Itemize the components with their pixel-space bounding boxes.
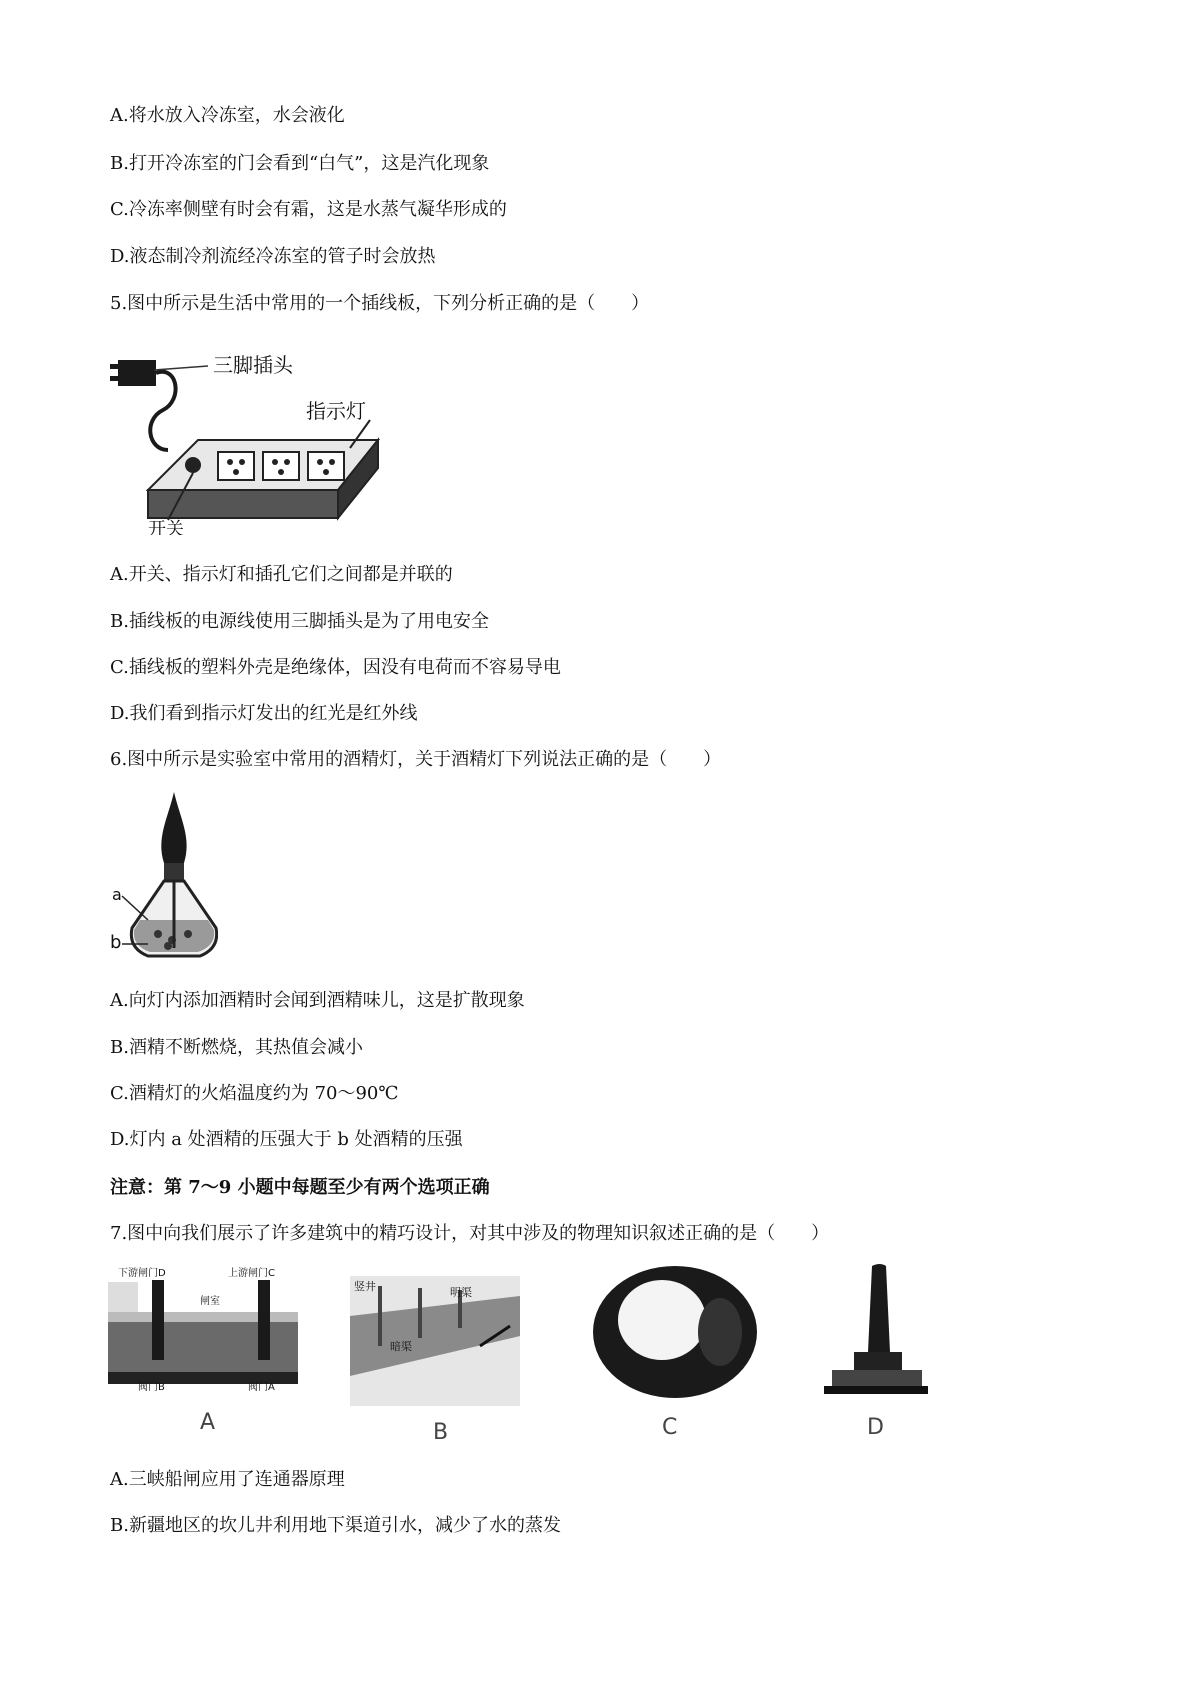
ship-lock-figure (108, 1262, 298, 1392)
q5-option-a: A.开关、指示灯和插孔它们之间都是并联的 (110, 564, 453, 585)
chamber-label: 闸室 (200, 1296, 220, 1307)
flame (161, 792, 186, 863)
q6-option-c: C.酒精灯的火焰温度约为 70～90℃ (110, 1083, 399, 1104)
q4-option-c: C.冷冻率侧壁有时会有霜，这是水蒸气凝华形成的 (110, 199, 507, 220)
tower-shaft (868, 1264, 890, 1352)
dome-highlight (618, 1280, 706, 1360)
karez-figure (350, 1276, 520, 1406)
q5-option-d: D.我们看到指示灯发出的红光是红外线 (110, 703, 418, 724)
tower-figure (820, 1262, 930, 1397)
canal-label: 明渠 (450, 1286, 472, 1299)
figure-caption-a: A (200, 1410, 216, 1435)
wick-holder (164, 863, 184, 881)
alcohol-lamp-figure (108, 788, 218, 968)
q5-stem: 5.图中所示是生活中常用的一个插线板，下列分析正确的是（ ） (110, 293, 650, 314)
q6-option-a: A.向灯内添加酒精时会闻到酒精味儿，这是扩散现象 (110, 990, 525, 1011)
channel-label: 暗渠 (390, 1340, 412, 1353)
switch-button (185, 457, 201, 473)
socket-2 (263, 452, 299, 480)
label-b: b (110, 932, 122, 953)
indicator-label: 指示灯 (306, 399, 366, 423)
figure-caption-c: C (662, 1415, 678, 1440)
plug-label: 三脚插头 (213, 353, 293, 377)
socket-1 (218, 452, 254, 480)
shaft-label: 竖井 (354, 1280, 376, 1293)
switch-label: 开关 (148, 519, 184, 535)
power-strip-figure (108, 340, 388, 535)
note-heading: 注意：第 7～9 小题中每题至少有两个选项正确 (110, 1177, 490, 1198)
q7-stem: 7.图中向我们展示了许多建筑中的精巧设计，对其中涉及的物理知识叙述正确的是（ ） (110, 1223, 830, 1244)
socket-3 (308, 452, 344, 480)
q5-option-c: C.插线板的塑料外壳是绝缘体，因没有电荷而不容易导电 (110, 657, 561, 678)
dome-figure (590, 1262, 760, 1402)
q4-option-b: B.打开冷冻室的门会看到“白气”，这是汽化现象 (110, 153, 490, 174)
q5-option-b: B.插线板的电源线使用三脚插头是为了用电安全 (110, 611, 489, 632)
gate-c (258, 1280, 270, 1360)
label-a: a (112, 885, 122, 904)
figure-caption-b: B (433, 1420, 449, 1445)
q7-option-a: A.三峡船闸应用了连通器原理 (110, 1469, 345, 1490)
valve-a-label: 阀门A (248, 1382, 275, 1392)
figure-caption-d: D (867, 1415, 884, 1440)
valve-b-label: 阀门B (138, 1382, 165, 1392)
q6-option-b: B.酒精不断燃烧，其热值会减小 (110, 1037, 363, 1058)
gate-c-label: 上游闸门C (228, 1268, 275, 1279)
tower-base (832, 1370, 922, 1386)
gate-d (152, 1280, 164, 1360)
gate-d-label: 下游闸门D (118, 1268, 166, 1279)
q4-option-a: A.将水放入冷冻室，水会液化 (110, 105, 345, 126)
q6-option-d: D.灯内 a 处酒精的压强大于 b 处酒精的压强 (110, 1129, 463, 1150)
q7-option-b: B.新疆地区的坎儿井利用地下渠道引水，减少了水的蒸发 (110, 1515, 561, 1536)
q4-option-d: D.液态制冷剂流经冷冻室的管子时会放热 (110, 246, 436, 267)
q6-stem: 6.图中所示是实验室中常用的酒精灯，关于酒精灯下列说法正确的是（ ） (110, 749, 722, 770)
plug-body (118, 360, 156, 386)
